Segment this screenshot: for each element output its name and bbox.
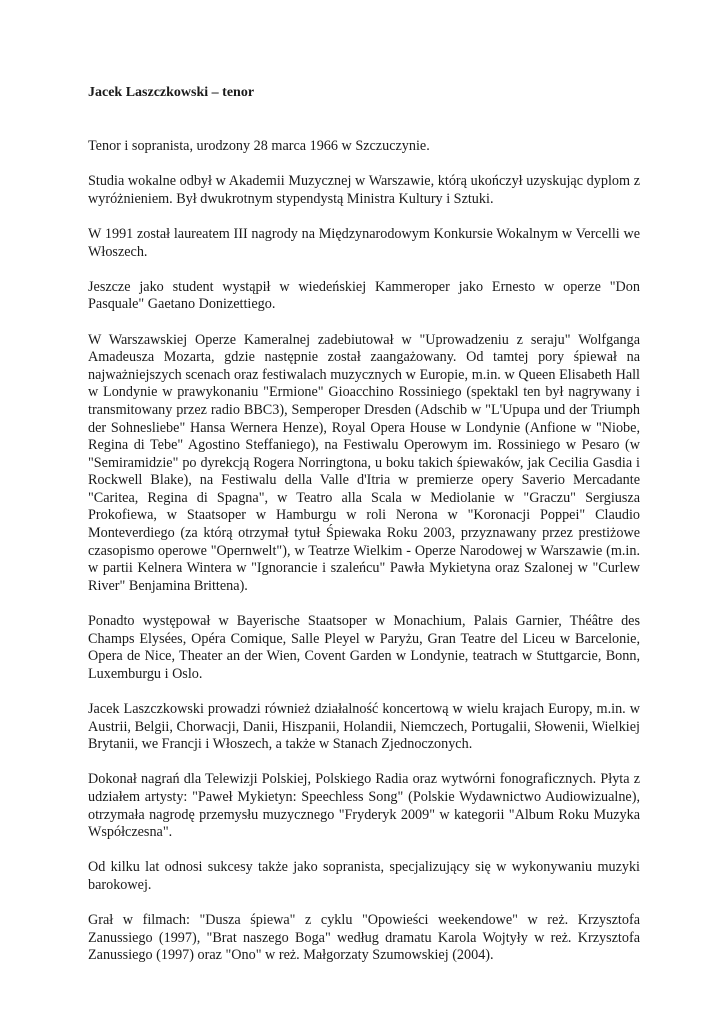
paragraph-concerts: Jacek Laszczkowski prowadzi również działalność koncertową w wielu krajach Europy, m.in. w Austrii, Belgii, Chorwacji, Danii, Hiszpanii, Holandii, Niemczech, Portugalii, Słowenii, Wielkiej Brytanii, we Francji i Włoszech, a także w Stanach Zjednoczonych. xyxy=(88,701,640,753)
paragraph-career: W Warszawskiej Operze Kameralnej zadebiutował w "Uprowadzeniu z seraju" Wolfganga Amadeusza Mozarta, gdzie następnie został zaangażowany. Od tamtej pory śpiewał na najważniejszych scenach oraz festiwalach muzycznych w Europie, m.in. w Queen Elisabeth Hall w Londynie w prawykonaniu "Ermione" Gioacchino Rossiniego (spektakl ten był nagrywany i transmitowany przez radio BBC3), Semperoper Dresden (Adschib w "L'Upupa und der Triumph der Sohnesliebe" Hansa Wernera Henze), Royal Opera House w Londynie (Anfione w "Niobe, Regina di Tebe" Agostino Steffaniego), na Festiwalu Operowym im. Rossiniego w Pesaro (w "Semiramidzie" po dyrekcją Rogera Norringtona, u boku takich śpiewaków, jak Cecilia Gasdia i Rockwell Blake), na Festiwalu della Valle d'Itria w premierze opery Saverio Mercadante "Caritea, Regina di Spagna", w Teatro alla Scala w Mediolanie w "Graczu" Sergiusza Prokofiewa, w Staatsoper w Hamburgu w roli Nerona w "Koronacji Poppei" Claudio Monteverdiego (za którą otrzymał tytuł Śpiewaka Roku 2003, przyznawany przez prestiżowe czasopismo operowe "Opernwelt"), w Teatrze Wielkim - Operze Narodowej w Warszawie (m.in. w partii Kelnera Wintera w "Ignorancie i szaleńcu" Pawła Mykietyna oraz Szalonej w "Curlew River" Benjamina Brittena). xyxy=(88,331,640,594)
paragraph-birth: Tenor i sopranista, urodzony 28 marca 1966 w Szczuczynie. xyxy=(88,138,430,154)
paragraph-award: W 1991 został laureatem III nagrody na Międzynarodowym Konkursie Wokalnym w Vercelli we Włoszech. xyxy=(88,225,640,260)
paragraph-recordings: Dokonał nagrań dla Telewizji Polskiej, Polskiego Radia oraz wytwórni fonograficznych. Płyta z udziałem artysty: "Paweł Mykietyn: Speechless Song" (Polskie Wydawnictwo Audiowizualne), otrzymała nagrodę przemysłu muzycznego "Fryderyk 2009" w kategorii "Album Roku Muzyka Współczesna". xyxy=(88,771,640,841)
document-title: Jacek Laszczkowski – tenor xyxy=(88,85,255,100)
paragraph-student-debut: Jeszcze jako student wystąpił w wiedeńskiej Kammeroper jako Ernesto w operze "Don Pasquale" Gaetano Donizettiego. xyxy=(88,278,640,313)
paragraph-films: Grał w filmach: "Dusza śpiewa" z cyklu "Opowieści weekendowe" w reż. Krzysztofa Zanussiego (1997), "Brat naszego Boga" według dramatu Karola Wojtyły w reż. Krzysztofa Zanussiego (1997) oraz "Ono" w reż. Małgorzaty Szumowskiej (2004). xyxy=(88,912,640,964)
paragraph-sopranist: Od kilku lat odnosi sukcesy także jako sopranista, specjalizujący się w wykonywaniu muzyki barokowej. xyxy=(88,859,640,893)
paragraph-venues: Ponadto występował w Bayerische Staatsoper w Monachium, Palais Garnier, Théâtre des Champs Elysées, Opéra Comique, Salle Pleyel w Paryżu, Gran Teatre del Liceu w Barcelonie, Opera de Nice, Theater an der Wien, Covent Garden w Londynie, teatrach w Stuttgarcie, Bonn, Luxemburgu i Oslo. xyxy=(88,613,640,682)
paragraph-studies: Studia wokalne odbył w Akademii Muzycznej w Warszawie, którą ukończył uzyskując dyplom z wyróżnieniem. Był dwukrotnym stypendystą Ministra Kultury i Sztuki. xyxy=(88,173,640,207)
document-page xyxy=(88,84,640,983)
